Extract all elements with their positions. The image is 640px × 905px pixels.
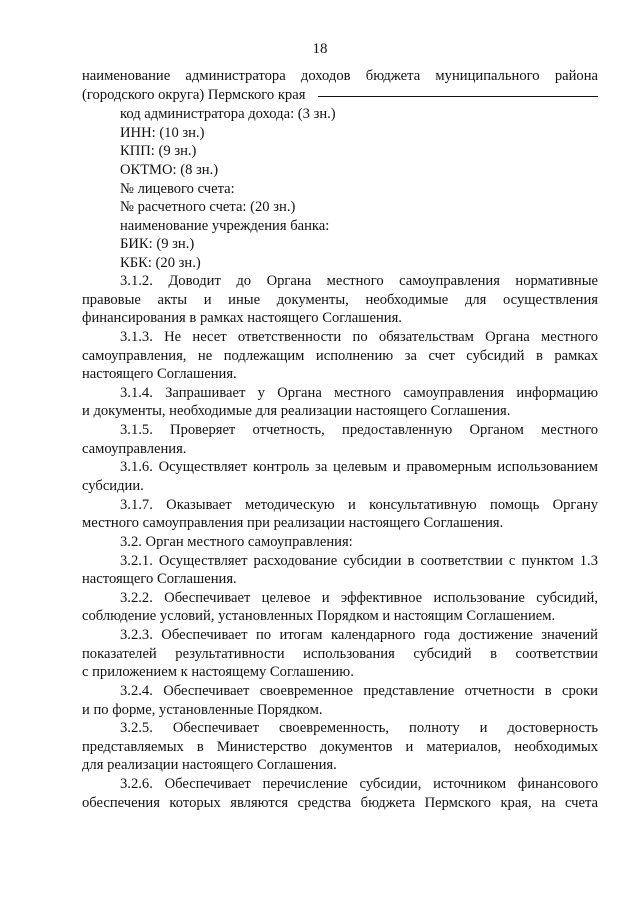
page-number: 18 bbox=[312, 41, 328, 57]
paragraph-line: настоящего Соглашения. bbox=[82, 571, 237, 587]
paragraph-line: с приложением к настоящему Соглашению. bbox=[82, 664, 354, 680]
field-personal-account: № лицевого счета: bbox=[120, 181, 235, 197]
field-admin-code: код администратора дохода: (3 зн.) bbox=[120, 106, 336, 122]
paragraph-line: 3.2.4. Обеспечивает своевременное представление отчетности в сроки bbox=[120, 683, 598, 699]
paragraph-line: 3.2.1. Осуществляет расходование субсидии в соответствии с пунктом 1.3 bbox=[120, 553, 598, 569]
header-line-2: (городского округа) Пермского края bbox=[82, 87, 306, 103]
field-bik: БИК: (9 зн.) bbox=[120, 236, 195, 252]
paragraph-line: 3.1.6. Осуществляет контроль за целевым и правомерным использованием bbox=[120, 459, 598, 475]
field-kbk: КБК: (20 зн.) bbox=[120, 255, 201, 271]
paragraph-line: обеспечения которых являются средства бюджета Пермского края, на счета bbox=[82, 795, 598, 811]
field-bank-name: наименование учреждения банка: bbox=[120, 218, 330, 234]
field-kpp: КПП: (9 зн.) bbox=[120, 143, 197, 159]
paragraph-line: и по форме, установленные Порядком. bbox=[82, 702, 323, 718]
field-inn: ИНН: (10 зн.) bbox=[120, 125, 205, 141]
paragraph-line: местного самоуправления при реализации настоящего Соглашения. bbox=[82, 515, 504, 531]
field-settlement-account: № расчетного счета: (20 зн.) bbox=[120, 199, 296, 215]
paragraph-line: показателей результативности использования субсидий в соответствии bbox=[82, 646, 598, 662]
paragraph-line: 3.2.2. Обеспечивает целевое и эффективное использование субсидий, bbox=[120, 590, 598, 606]
paragraph-line: соблюдение условий, установленных Порядком и настоящим Соглашением. bbox=[82, 608, 556, 624]
header-line-1: наименование администратора доходов бюджета муниципального района bbox=[82, 68, 598, 84]
paragraph-line: правовые акты и иные документы, необходимые для осуществления bbox=[82, 292, 598, 308]
paragraph-line: 3.1.4. Запрашивает у Органа местного самоуправления информацию bbox=[120, 385, 598, 401]
paragraph-line: представляемых в Министерство документов и материалов, необходимых bbox=[82, 739, 598, 755]
paragraph-line: 3.1.5. Проверяет отчетность, предоставленную Органом местного bbox=[120, 422, 598, 438]
paragraph-line: 3.2.5. Обеспечивает своевременность, полноту и достоверность bbox=[120, 720, 598, 736]
blank-underline bbox=[318, 96, 598, 97]
paragraph-line: настоящего Соглашения. bbox=[82, 366, 237, 382]
paragraph-line: субсидии. bbox=[82, 478, 144, 494]
paragraph-line: 3.2.6. Обеспечивает перечисление субсидии, источником финансового bbox=[120, 776, 598, 792]
section-heading: 3.2. Орган местного самоуправления: bbox=[120, 534, 353, 550]
paragraph-line: 3.2.3. Обеспечивает по итогам календарного года достижение значений bbox=[120, 627, 598, 643]
paragraph-line: 3.1.3. Не несет ответственности по обязательствам Органа местного bbox=[120, 329, 598, 345]
paragraph-line: самоуправления, не подлежащим исполнению за счет субсидий в рамках bbox=[82, 348, 598, 364]
paragraph-line: финансирования в рамках настоящего Соглашения. bbox=[82, 310, 402, 326]
paragraph-line: 3.1.2. Доводит до Органа местного самоуправления нормативные bbox=[120, 273, 598, 289]
paragraph-line: для реализации настоящего Соглашения. bbox=[82, 757, 337, 773]
paragraph-line: и документы, необходимые для реализации настоящего Соглашения. bbox=[82, 403, 511, 419]
field-oktmo: ОКТМО: (8 зн.) bbox=[120, 162, 219, 178]
paragraph-line: 3.1.7. Оказывает методическую и консультативную помощь Органу bbox=[120, 497, 598, 513]
paragraph-line: самоуправления. bbox=[82, 441, 187, 457]
